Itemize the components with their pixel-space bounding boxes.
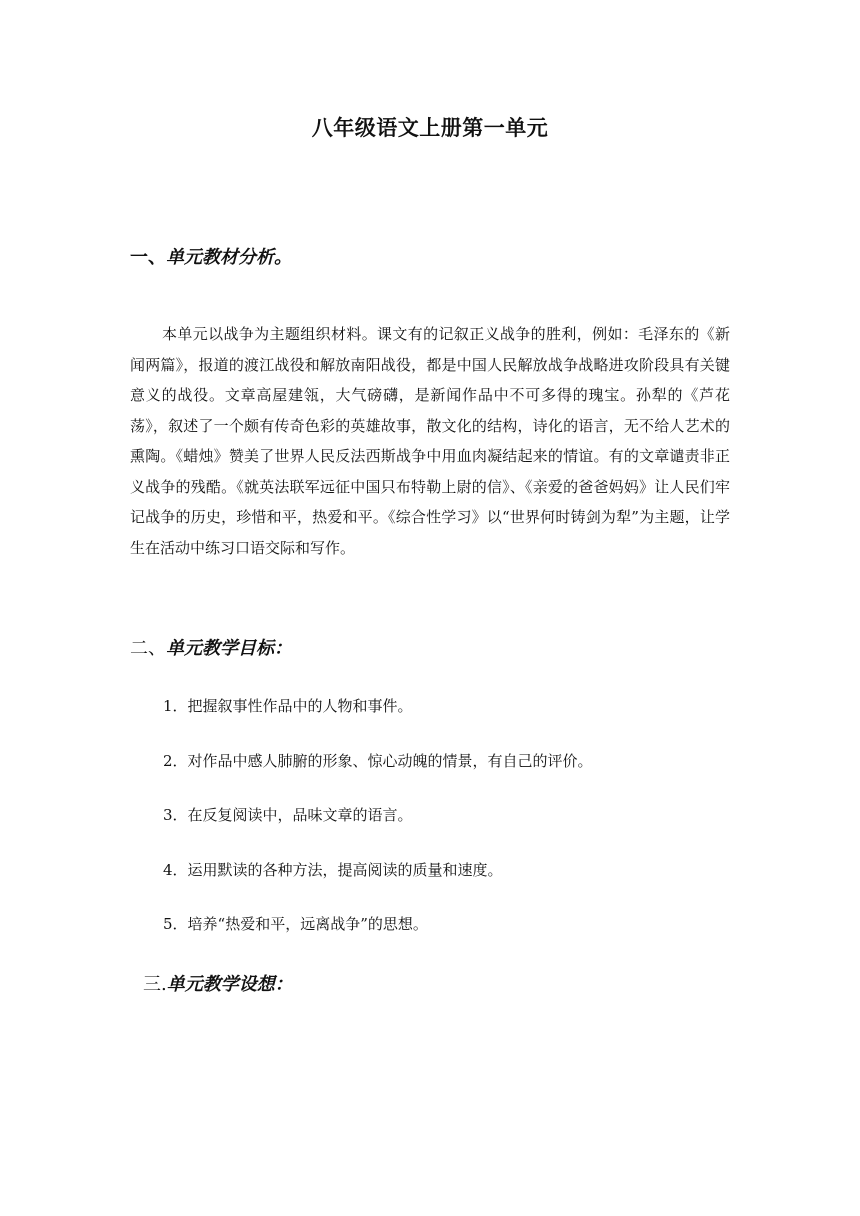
section-heading-text: 单元教材分析。 <box>166 247 292 268</box>
section-number: 三. <box>143 974 167 995</box>
goal-item: 2．对作品中感人肺腑的形象、惊心动魄的情景，有自己的评价。 <box>163 751 593 770</box>
section-heading-analysis <box>130 246 292 270</box>
goal-item: 3．在反复阅读中，品味文章的语言。 <box>163 806 413 824</box>
goal-item: 1．把握叙事性作品中的人物和事件。 <box>163 697 413 715</box>
section-heading-plan <box>143 973 293 997</box>
section-number: 一、 <box>130 247 166 268</box>
goals-list <box>163 694 723 967</box>
analysis-paragraph: 本单元以战争为主题组织材料。课文有的记叙正义战争的胜利，例如：毛泽东的《新闻两篇》，报道的渡江战役和解放南阳战役，都是中国人民解放战争战略进攻阶段具有关键意义的战役。文章高屋建瓴，大气磅礴，是新闻作品中不可多得的瑰宝。孙犁的《芦花荡》，叙述了一个颇有传奇色彩的英雄故事，散文化的结构，诗化的语言，无不给人艺术的熏陶。《蜡烛》赞美了世界人民反法西斯战争中用血肉凝结起来的情谊。有的文章谴责非正义战争的残酷。《就英法联军远征中国只布特勒上尉的信》、《亲爱的爸爸妈妈》让人民们牢记战争的历史，珍惜和平，热爱和平。《综合性学习》以“世界何时铸剑为犁”为主题，让学生在活动中练习口语交际和写作。 <box>130 325 730 557</box>
goal-item: 4．运用默读的各种方法，提高阅读的质量和速度。 <box>163 860 503 879</box>
document-title: 八年级语文上册第一单元 <box>311 115 549 140</box>
section-heading-goals <box>130 637 292 661</box>
section-heading-text: 单元教学目标： <box>166 638 292 659</box>
goal-item: 5．培养“热爱和平，远离战争”的思想。 <box>163 915 428 933</box>
section-heading-text: 单元教学设想： <box>166 974 293 995</box>
section-number: 二、 <box>130 638 166 659</box>
